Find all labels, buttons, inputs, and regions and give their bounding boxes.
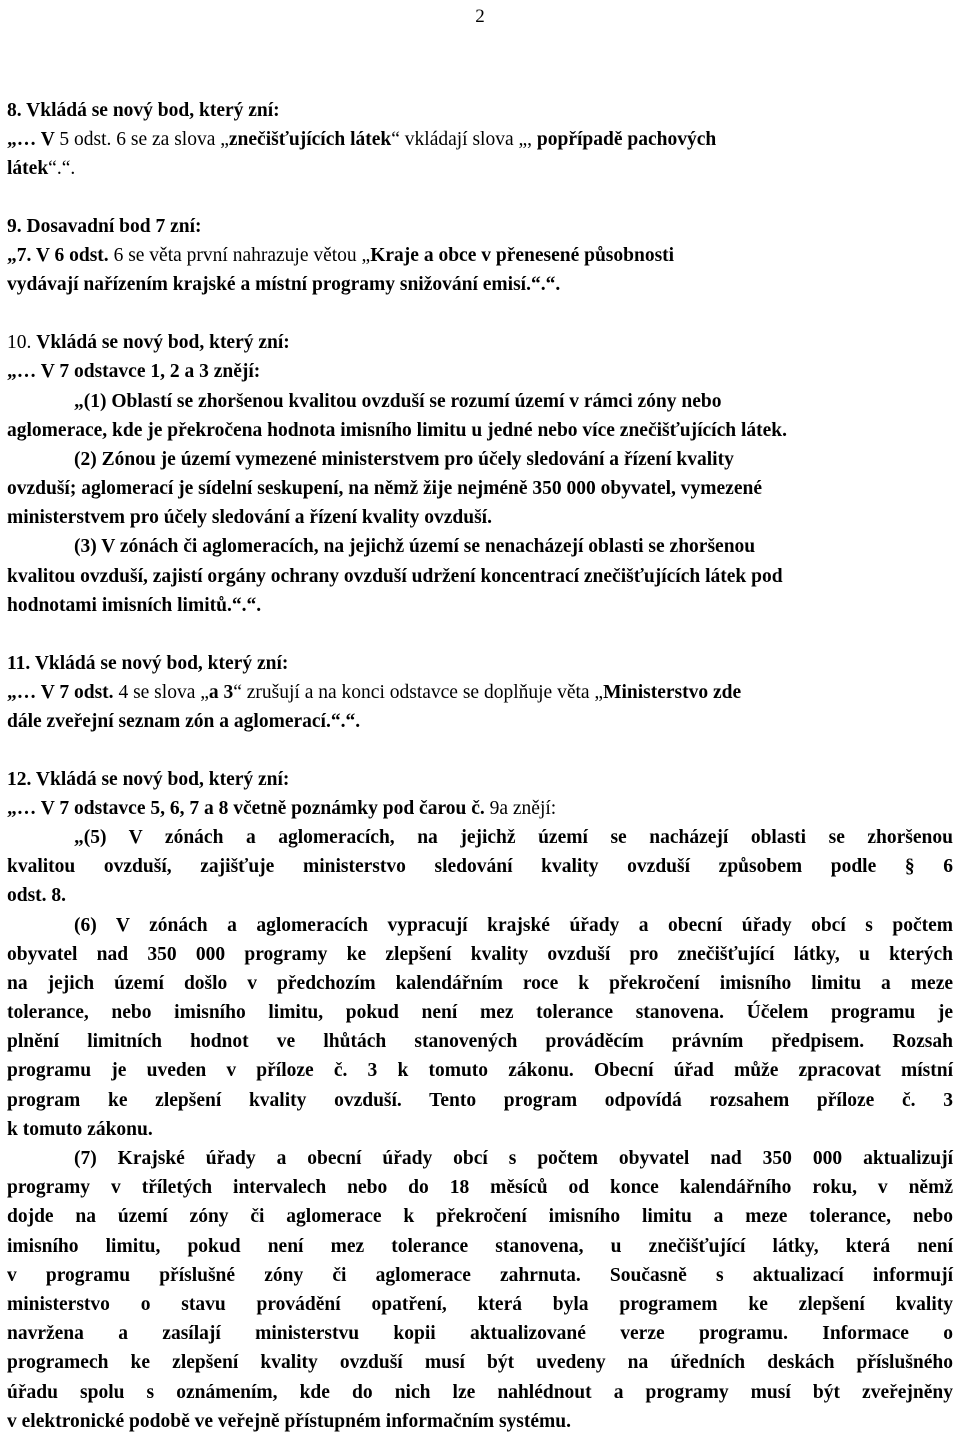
text-segment: 4 se slova „ xyxy=(118,681,209,703)
text-line: k tomuto zákonu. xyxy=(7,1118,153,1140)
text-line xyxy=(7,154,953,183)
document-body xyxy=(7,96,953,1436)
text-line: úřadu spolu s oznámením, kde do nich lze nahlédnout a programy musí být zveřejněny xyxy=(7,1381,953,1403)
text-line: vydávají nařízením krajské a místní programy snižování emisí.“.“. xyxy=(7,274,561,296)
text-segment: 9a znějí: xyxy=(489,797,557,819)
text-line: dále zveřejní seznam zón a aglomerací.“.“. xyxy=(7,710,361,732)
text-line: plnění limitních hodnot ve lhůtách stanovených prováděcím právním předpisem. Rozsah xyxy=(7,1031,953,1053)
text-line: programech ke zlepšení kvality ovzduší musí být uvedeny na úředních deskách příslušného xyxy=(7,1352,953,1374)
text-line: imisního limitu, pokud není mez tolerance stanovena, u znečišťující látky, která není xyxy=(7,1235,953,1257)
text-segment: látek xyxy=(7,158,49,180)
text-line: kvalitou ovzduší, zajišťuje ministerstvo sledování kvality ovzduší způsobem podle § 6 xyxy=(7,856,953,878)
text-line xyxy=(7,794,953,823)
text-line: dojde na území zóny či aglomerace k překročení imisního limitu a meze tolerance, nebo xyxy=(7,1206,953,1228)
text-line xyxy=(7,678,953,707)
paragraph-gap xyxy=(7,300,953,329)
text-line: (2) Zónou je území vymezené ministerstvem pro účely sledování a řízení kvality xyxy=(74,448,734,470)
text-segment: Kraje a obce v přenesené působnosti xyxy=(370,245,675,267)
text-line: (7) Krajské úřady a obecní úřady obcí s počtem obyvatel nad 350 000 aktualizují xyxy=(74,1148,953,1169)
text-segment: Vkládá se nový bod, který zní: xyxy=(36,332,290,354)
text-line: na jejich území došlo v předchozím kalendářním roce k překročení imisního limitu a meze xyxy=(7,972,953,994)
text-line xyxy=(7,328,953,357)
text-line: navržena a zasílají ministerstvu kopii aktualizované verze programu. Informace o xyxy=(7,1323,953,1345)
text-segment: “ zrušují a na konci odstavce se doplňuje věta „ xyxy=(233,681,604,703)
text-line: kvalitou ovzduší, zajistí orgány ochrany ovzduší udržení koncentrací znečišťujících látek pod xyxy=(7,565,783,587)
paragraph-gap xyxy=(7,184,953,213)
text-line: obyvatel nad 350 000 programy ke zlepšení kvality ovzduší pro znečišťující látky, u kterých xyxy=(7,943,953,965)
text-segment: 6 se věta první nahrazuje větou „ xyxy=(113,245,371,267)
text-segment: „7. V 6 odst. xyxy=(7,245,114,267)
text-segment: Ministerstvo zde xyxy=(603,681,742,703)
text-line: programu je uveden v příloze č. 3 k tomuto zákonu. Obecní úřad může zpracovat místní xyxy=(7,1060,953,1082)
text-segment: a 3 xyxy=(208,681,234,703)
text-line xyxy=(7,241,953,270)
text-segment: 5 odst. 6 se za slova „ xyxy=(59,129,229,151)
text-line: 12. Vkládá se nový bod, který zní: xyxy=(7,768,290,790)
text-line: (6) V zónách a aglomeracích vypracují krajské úřady a obecní úřady obcí s počtem xyxy=(74,914,953,936)
text-line: programy v tříletých intervalech nebo do 18 měsíců od konce kalendářního roku, v němž xyxy=(7,1177,953,1199)
text-segment: “.“. xyxy=(48,158,76,180)
text-segment: znečišťujících látek xyxy=(228,129,392,151)
text-line: ovzduší; aglomerací je sídelní seskupení, na němž žije nejméně 350 000 obyvatel, vymezené xyxy=(7,478,762,500)
text-segment: “ vkládají slova „, xyxy=(391,129,537,151)
text-segment: „… V 7 odstavce 5, 6, 7 a 8 včetně poznámky pod čarou č. xyxy=(7,797,490,819)
text-line: hodnotami imisních limitů.“.“. xyxy=(7,594,262,616)
text-line: 9. Dosavadní bod 7 zní: xyxy=(7,216,202,238)
paragraph-gap xyxy=(7,736,953,765)
text-line: tolerance, nebo imisního limitu, pokud není mez tolerance stanovena. Účelem programu je xyxy=(7,1002,953,1024)
text-segment: „… V xyxy=(7,129,60,151)
text-line: odst. 8. xyxy=(7,885,67,907)
text-line: v elektronické podobě ve veřejně přístupném informačním systému. xyxy=(7,1410,572,1432)
page-number: 2 xyxy=(475,6,485,27)
text-line: (3) V zónách či aglomeracích, na jejichž území se nenacházejí oblasti se zhoršenou xyxy=(74,536,756,558)
text-line: ministerstvo o stavu provádění opatření, která byla programem ke zlepšení kvality xyxy=(7,1293,953,1315)
text-line: 8. Vkládá se nový bod, který zní: xyxy=(7,100,280,121)
text-segment: „… V 7 odst. xyxy=(7,681,119,703)
paragraph-gap xyxy=(7,620,953,649)
text-line: v programu příslušné zóny či aglomerace zahrnuta. Současně s aktualizací informují xyxy=(7,1264,953,1286)
text-line: „(1) Oblastí se zhoršenou kvalitou ovzduší se rozumí území v rámci zóny nebo xyxy=(74,390,722,412)
text-segment: 10. xyxy=(7,332,37,354)
text-line: program ke zlepšení kvality ovzduší. Tento program odpovídá rozsahem příloze č. 3 xyxy=(7,1089,953,1111)
text-line: „(5) V zónách a aglomeracích, na jejichž území se nacházejí oblasti se zhoršenou xyxy=(74,826,953,848)
text-line: 11. Vkládá se nový bod, který zní: xyxy=(7,652,289,674)
text-line: aglomerace, kde je překročena hodnota imisního limitu u jedné nebo více znečišťujících látek. xyxy=(7,419,787,441)
text-line xyxy=(7,125,953,154)
text-segment: popřípadě pachových xyxy=(536,129,717,151)
text-line: ministerstvem pro účely sledování a řízení kvality ovzduší. xyxy=(7,507,492,529)
text-line: „… V 7 odstavce 1, 2 a 3 znějí: xyxy=(7,361,261,383)
